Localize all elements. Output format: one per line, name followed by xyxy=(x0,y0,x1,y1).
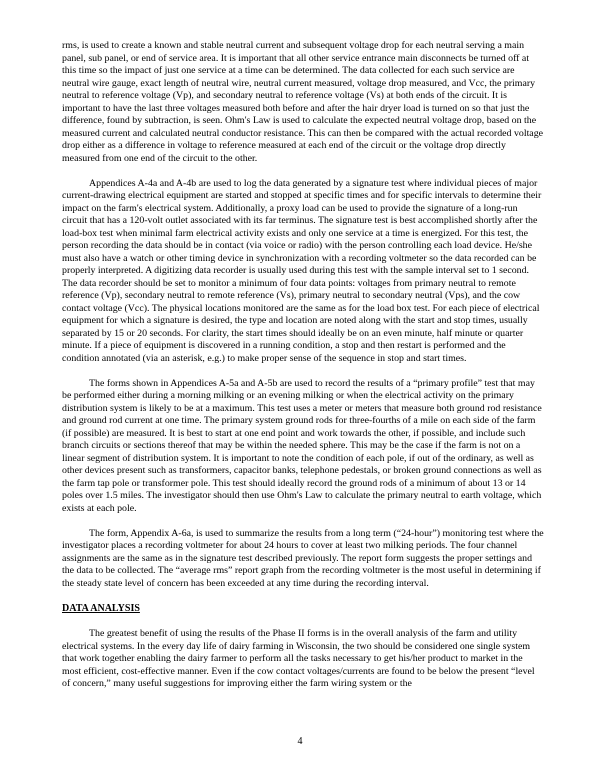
paragraph-primary-profile: The forms shown in Appendices A-5a and A-5b are used to record the results of a “primary profile” test that may be performed either during a morning milking or an evening milking or when the electrical activity on the primary distribution system is likely to be at a maximum. This test uses a meter or meters that measure both ground rod resistance and ground rod current at one time. The primary system ground rods for three-fourths of a mile on each side of the farm (if possible) are measured. It is best to start at one end point and work towards the other, if possible, and include such branch circuits or sections thereof that may be within the needed sphere. This may be the case if the farm is not on a linear segment of distribution system. It is important to note the condition of each pole, if out of the ordinary, as well as other devices present such as transformers, capacitor banks, telephone pedestals, or broken ground connections as well as the farm tap pole or transformer pole. This test should ideally record the ground rods of a minimum of about 13 or 14 poles over 1.5 miles. The investigator should then use Ohm's Law to calculate the primary neutral to earth voltage, which exists at each pole. xyxy=(62,377,542,514)
section-heading-data-analysis: DATA ANALYSIS xyxy=(62,602,140,614)
page-number: 4 xyxy=(297,736,303,747)
page-body xyxy=(62,40,544,703)
paragraph-long-term-monitoring: The form, Appendix A-6a, is used to summarize the results from a long term (“24-hour”) monitoring test where the investigator places a recording voltmeter for about 24 hours to cover at least two milking periods. The four channel assignments are the same as in the signature test described previously. The report form suggests the proper settings and the data to be collected. The “average rms” report graph from the recording voltmeter is the most useful in determining if the steady state level of concern has been exceeded at any time during the recording interval. xyxy=(62,527,544,589)
paragraph-data-analysis: The greatest benefit of using the results of the Phase II forms is in the overall analysis of the farm and utility electrical systems. In the every day life of dairy farming in Wisconsin, the two should be considered one single system that work together enabling the dairy farmer to perform all the tasks necessary to get his/her product to market in the most efficient, cost-effective manner. Even if the cow contact voltages/currents are found to be below the present “level of concern,” many useful suggestions for improving either the farm wiring system or the xyxy=(62,628,535,689)
paragraph-load-box-continued: rms, is used to create a known and stable neutral current and subsequent voltage drop for each neutral serving a main panel, sub panel, or end of service area. It is important that all other service entrance main disconnects be turned off at this time so the impact of just one service at a time can be determined. The data collected for each such service are neutral wire gauge, exact length of neutral wire, neutral current measured, voltage drop measured, and Vcc, the primary neutral to reference voltage (Vp), and secondary neutral to reference voltage (Vs) at both ends of the circuit. It is important to have the last three voltages measured both before and after the hair dryer load is turned on so that just the difference, found by subtraction, is seen. Ohm's Law is used to calculate the expected neutral voltage drop, based on the measured current and calculated neutral conductor resistance. This can then be compared with the actual recorded voltage drop either as a difference in voltage to reference measured at each end of the circuit or the voltage drop directly measured from one end of the circuit to the other. xyxy=(62,40,544,164)
paragraph-signature-test: Appendices A-4a and A-4b are used to log the data generated by a signature test where individual pieces of major current-drawing electrical equipment are started and stopped at specific times and for specific intervals to determine their impact on the farm's electrical system. Additionally, a proxy load can be used to provide the signature of a long-run circuit that has a 120-volt outlet associated with its far terminus. The signature test is best accomplished shortly after the load-box test when minimal farm electrical activity exists and only one service at a time is energized. For this test, the person recording the data should be in contact (via voice or radio) with the person controlling each load device. He/she must also have a watch or other timing device in synchronization with a recording voltmeter so the data recorded can be properly interpreted. A digitizing data recorder is usually used during this test with the sample interval set to 1 second. The data recorder should be set to monitor a minimum of four data points: voltages from primary neutral to remote reference (Vp), secondary neutral to remote reference (Vs), primary neutral to secondary neutral (Vps), and the cow contact voltage (Vcc). The physical locations monitored are the same as for the load box test. For each piece of electrical equipment for which a signature is desired, the type and location are noted along with the start and stop times, usually separated by 15 or 20 seconds. For clarity, the start times should ideally be on an even minute, half minute or quarter minute. If a piece of equipment is discovered in a running condition, a stop and then restart is performed and the condition annotated (via an asterisk, e.g.) to make proper sense of the sequence in stop and start times. xyxy=(62,177,542,364)
